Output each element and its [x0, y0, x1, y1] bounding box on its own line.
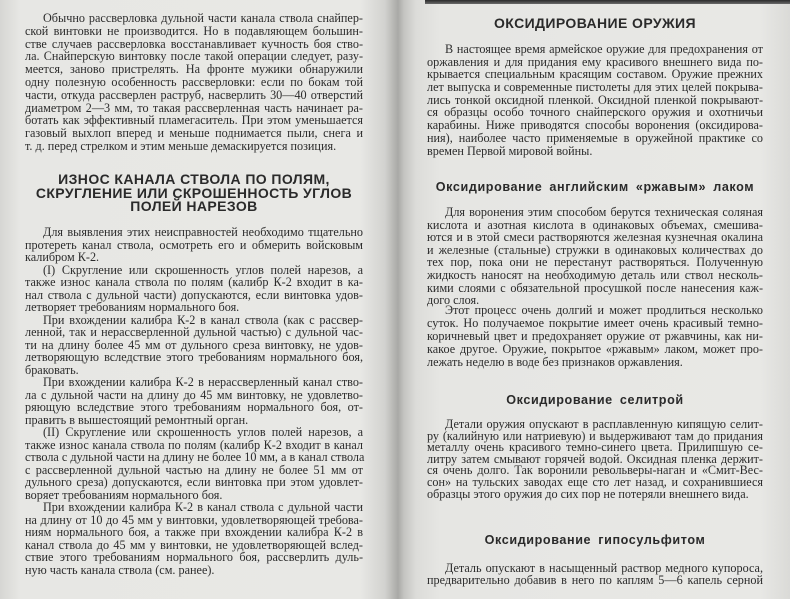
text-line: При вхождении калибра К-2 в канал ствола с дульной части [43, 500, 363, 514]
text-line: летворяющую вследствие этого требованиям нормального боя, [25, 350, 363, 364]
text-line: Обычно рассверловка дульной части канала ствола снайпер- [43, 11, 363, 25]
text-line: дульного среза) допускаются, если винтовка при этом удовлет- [25, 475, 363, 489]
text-line: меется, заново пристрелять. На фронте мужики обнаружили [25, 62, 363, 77]
text-line: Деталь опускают в насыщенный раствор медного купороса, [445, 561, 763, 575]
paragraph [25, 226, 363, 264]
section-heading [427, 180, 763, 194]
text-line: с рассверленной дульной частью на длину не более 51 мм от [25, 462, 363, 477]
text-line: ряющую вследствие этого требованиям нормального боя, от- [25, 400, 363, 414]
text-line: Для выявления этих неисправностей необходимо тщательно [43, 225, 363, 239]
text-line: Детали оружия опускают в расплавленную кипящую селит- [445, 417, 763, 431]
paragraph [25, 12, 363, 153]
text-line: ти на длину более 45 мм от дульного среза винтовку, не удов- [25, 337, 363, 352]
text-line: т. д. перед стрелком и этим меньше демаскируется позиция. [25, 138, 337, 153]
text-line: дого слоя. [427, 293, 480, 308]
text-line: протереть канал ствола, осмотреть его и обмерить войсковым [25, 237, 363, 252]
text-line: (II) Скругление или скрошенность углов полей нарезов, а [43, 425, 363, 439]
text-line: При вхождении калибра К-2 в нерассверленный канал ство- [43, 375, 363, 389]
text-line: диаметром 2—3 мм, то такая рассверленная часть начинает ра- [25, 100, 363, 115]
text-line: стве случаев рассверловка восстанавливает кучность боя ство- [25, 36, 363, 51]
text-line: ются и в этой смеси растворяются железная кузнечная окалина [427, 230, 763, 245]
text-line: оржавления и для придания ему красивого внешнего вида по- [427, 54, 763, 69]
text-line: лись тонкой оксидной пленкой. Оксидной пленкой покрывают- [427, 92, 763, 107]
paragraph [427, 304, 763, 368]
text-line: образцы этого оружия до сих пор не потеряли внешнего вида. [427, 486, 749, 501]
paragraph [427, 43, 763, 157]
heading-line: ПОЛЕЙ НАРЕЗОВ [130, 198, 258, 214]
text-line: ся образцы особо точного снайперского оружия и охотничьи [427, 105, 763, 120]
text-line: одну полезную особенность рассверловки: если по бокам той [25, 74, 363, 89]
text-line: времен Первой мировой войны. [427, 143, 593, 158]
text-line: калибром К-2. [25, 250, 100, 264]
text-line: ную часть канала ствола (см. ранее). [25, 562, 215, 577]
text-line: кими слоями с обязательной просушкой после нанесения каж- [427, 280, 763, 295]
text-line: на длину от 10 до 45 мм у винтовки, удовлетворяющей требова- [25, 512, 363, 527]
heading-line: Оксидирование английским «ржавым» лаком [435, 180, 755, 194]
text-line: тех пор, пока они не перестанут растворяться. Полученную [427, 255, 763, 270]
heading-line: СКРУГЛЕНИЕ ИЛИ СКРОШЕННОСТЬ УГЛОВ [35, 184, 353, 201]
text-line: ла. Снайперскую винтовку после такой операции следует, разу- [25, 49, 363, 64]
text-line: воряет требованиям нормального боя. [25, 487, 223, 502]
heading-line: Оксидирование селитрой [506, 393, 684, 407]
text-line: какое другое. Оружие, покрытое «ржавым» лаком, может про- [427, 341, 763, 356]
text-line: газовый выхлоп вперед и меньше поднимается пыли, снега и [25, 126, 363, 141]
text-line: литру затем смывают горячей водой. Оксидная пленка держит- [427, 451, 763, 466]
text-line: и железные (стальные) стружки в одинаковых количествах до [427, 242, 763, 257]
section-heading [427, 16, 763, 30]
heading-line: ИЗНОС КАНАЛА СТВОЛА ПО ПОЛЯМ, [58, 171, 330, 187]
text-line: канал ствола до 45 мм у винтовки, не удовлетворяющей вслед- [25, 537, 363, 552]
text-line: лежать неделю в воде без признаков оржавления. [427, 354, 683, 369]
text-line: лет выпуска и современные пистолеты для этих целей покрыва- [427, 80, 763, 95]
text-line: летворяет требованиям нормального боя. [25, 300, 240, 314]
text-line: ствие этого требованиям нормального боя, рассверлить дуль- [25, 550, 363, 564]
paragraph [427, 206, 763, 307]
text-line: ленной, так и нерассверленной дульной частью) с дульной час- [25, 325, 363, 339]
text-line: (I) Скругление или скрошенность углов полей нарезов, а [43, 262, 363, 277]
paragraph [25, 376, 363, 426]
text-line: При вхождении калибра К-2 в канал ствола (как с рассвер- [43, 312, 363, 327]
text-line: металлу очень красивого темно-синего цвета. Прилипшую се- [427, 440, 763, 455]
paragraph [427, 562, 763, 586]
heading-line: ОКСИДИРОВАНИЕ ОРУЖИЯ [494, 15, 696, 31]
heading-line: Оксидирование гипосульфитом [484, 533, 706, 547]
paragraph [25, 426, 363, 501]
text-line: править в вышестоящий ремонтный орган. [25, 412, 249, 427]
text-line: также износ канала ствола по полям (калибр К-2 входит в канал [25, 437, 363, 452]
left-page [25, 0, 363, 599]
text-line: коричневый цвет и предохраняет оружие от ржавчины, как ни- [427, 328, 763, 343]
paragraph [25, 501, 363, 576]
text-line: ния), наиболее часто применяемые в оружейной практике со [427, 130, 763, 145]
text-line: ниям нормального боя, а также при вхождении калибра К-2 в [25, 525, 363, 539]
text-line: ру (калийную или натриевую) и выдерживают там до придания [427, 428, 763, 443]
paragraph [25, 314, 363, 377]
text-line: крывается специальным красящим составом. Оружие прежних [427, 67, 763, 82]
section-heading [427, 393, 763, 407]
text-line: ствола с дульной части на длину не более 10 мм, а в канал ствола [25, 450, 365, 464]
paragraph [25, 264, 363, 314]
text-line: В настоящее время армейское оружие для предохранения от [445, 42, 763, 56]
text-line: части, откуда рассверлен раструб, насверлить 30—40 отверстий [25, 87, 363, 102]
right-page [427, 0, 763, 599]
text-line: сон» на тульских заводах еще сто лет назад, и сохранившиеся [427, 474, 763, 489]
text-line: карабины. Ниже приводятся способы воронения (оксидирова- [427, 118, 763, 133]
text-line: Для воронения этим способом берутся техническая соляная [445, 205, 763, 219]
section-heading [427, 533, 763, 547]
text-line: ботать как эффективный пламегаситель. При этом уменьшается [25, 113, 363, 128]
paragraph [427, 419, 763, 500]
text-line: Этот процесс очень долгий и может продлиться несколько [445, 303, 763, 317]
text-line: ся очень долго. Так воронили револьверы-наган и «Смит-Вес- [427, 463, 763, 478]
text-line: ла с дульной части на длину до 45 мм винтовку, не удовлетво- [25, 387, 363, 402]
text-line: браковать. [25, 362, 79, 377]
text-line: ской винтовки не производится. Но в подавляющем большин- [25, 23, 363, 38]
text-line: также износ канала ствола по полям (калибр К-2 входит в ка- [25, 275, 363, 289]
text-line: жидкость наносят на необходимую деталь или ствол несколь- [427, 267, 763, 282]
text-line: суток. Но получаемое покрытие имеет очень красивый темно- [427, 315, 763, 330]
text-line: кислота и азотная кислота в одинаковых объемах, смешива- [427, 217, 763, 232]
text-line: предварительно добавив в него по каплям 5—6 капель серной [427, 573, 763, 587]
text-line: нал ствола с дульной части) допускаются, если винтовка удов- [25, 287, 363, 302]
section-heading [25, 173, 363, 214]
